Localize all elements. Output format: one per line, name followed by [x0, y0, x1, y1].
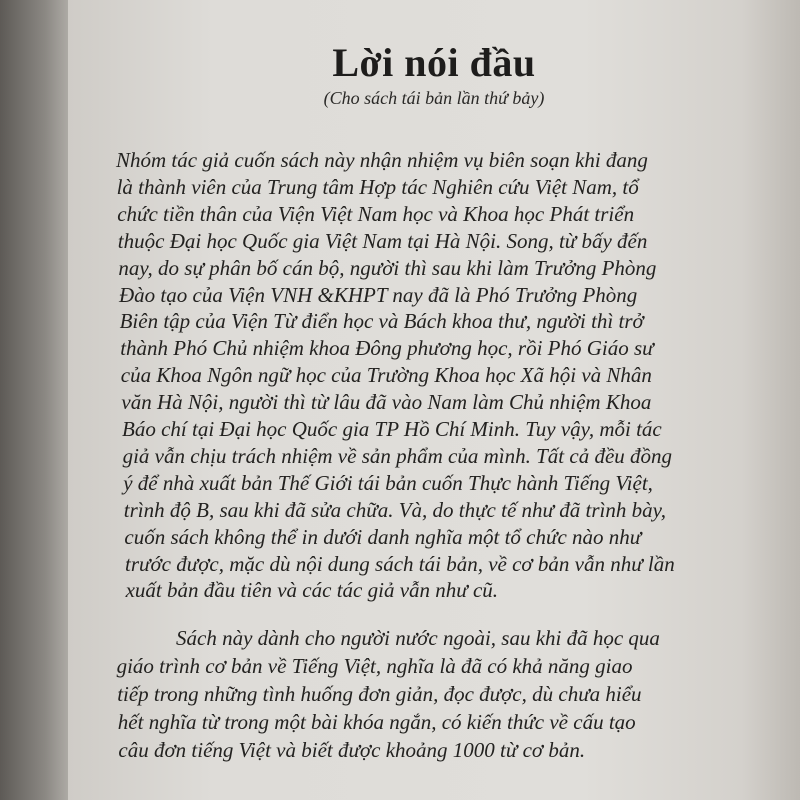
paragraph-line: của Khoa Ngôn ngữ học của Trường Khoa học Xã hội và Nhân: [120, 363, 652, 388]
paragraph-line: trước được, mặc dù nội dung sách tái bản, về cơ bản vẫn như lần: [125, 551, 675, 576]
paragraph-line: Sách này dành cho người nước ngoài, sau khi đã học qua: [176, 626, 660, 650]
paragraph-line: cuốn sách không thể in dưới danh nghĩa một tổ chức nào như: [124, 524, 642, 549]
paragraph-line: xuất bản đầu tiên và các tác giả vẫn như cũ.: [125, 578, 499, 603]
paragraph-line: Nhóm tác giả cuốn sách này nhận nhiệm vụ biên soạn khi đang: [116, 148, 648, 172]
paragraph-line: là thành viên của Trung tâm Hợp tác Nghiên cứu Việt Nam, tổ: [116, 174, 639, 199]
paragraph-line: Đào tạo của Viện VNH &KHPT nay đã là Phó Trưởng Phòng: [119, 282, 638, 307]
paragraph-line: ý để nhà xuất bản Thế Giới tái bản cuốn Thực hành Tiếng Việt,: [123, 470, 653, 495]
page-title: Lời nói đầu: [332, 40, 536, 85]
paragraph-line: chức tiền thân của Viện Việt Nam học và Khoa học Phát triển: [117, 201, 635, 226]
book-left-edge: [0, 0, 75, 800]
paragraph-line: giả vẫn chịu trách nhiệm về sản phẩm của mình. Tất cả đều đồng: [122, 443, 673, 468]
paragraph-line: Biên tập của Viện Từ điển học và Bách khoa thư, người thì trở: [119, 309, 644, 334]
paragraph-line: văn Hà Nội, người thì từ lâu đã vào Nam làm Chủ nhiệm Khoa: [121, 390, 652, 415]
paragraph-line: tiếp trong những tình huống đơn giản, đọc được, dù chưa hiểu: [117, 682, 642, 706]
paragraph-line: hết nghĩa từ trong một bài khóa ngắn, có kiến thức về cấu tạo: [117, 710, 636, 734]
paragraph-line: Báo chí tại Đại học Quốc gia TP Hồ Chí Minh. Tuy vậy, mỗi tác: [122, 417, 662, 441]
paragraph-line: thuộc Đại học Quốc gia Việt Nam tại Hà Nội. Song, từ bấy đến: [117, 228, 648, 253]
paragraph-line: giáo trình cơ bản về Tiếng Việt, nghĩa là đã có khả năng giao: [116, 654, 633, 678]
paragraph-line: thành Phó Chủ nhiệm khoa Đông phương học, rồi Phó Giáo sư: [120, 336, 654, 361]
paragraph-line: trình độ B, sau khi đã sửa chữa. Và, do thực tế như đã trình bày,: [123, 497, 666, 522]
paragraph-line: nay, do sự phân bố cán bộ, người thì sau khi làm Trưởng Phòng: [118, 255, 657, 280]
paragraph-line: câu đơn tiếng Việt và biết được khoảng 1000 từ cơ bản.: [118, 738, 586, 762]
book-page: [68, 0, 800, 800]
page-subtitle: (Cho sách tái bản lần thứ bảy): [323, 88, 545, 108]
